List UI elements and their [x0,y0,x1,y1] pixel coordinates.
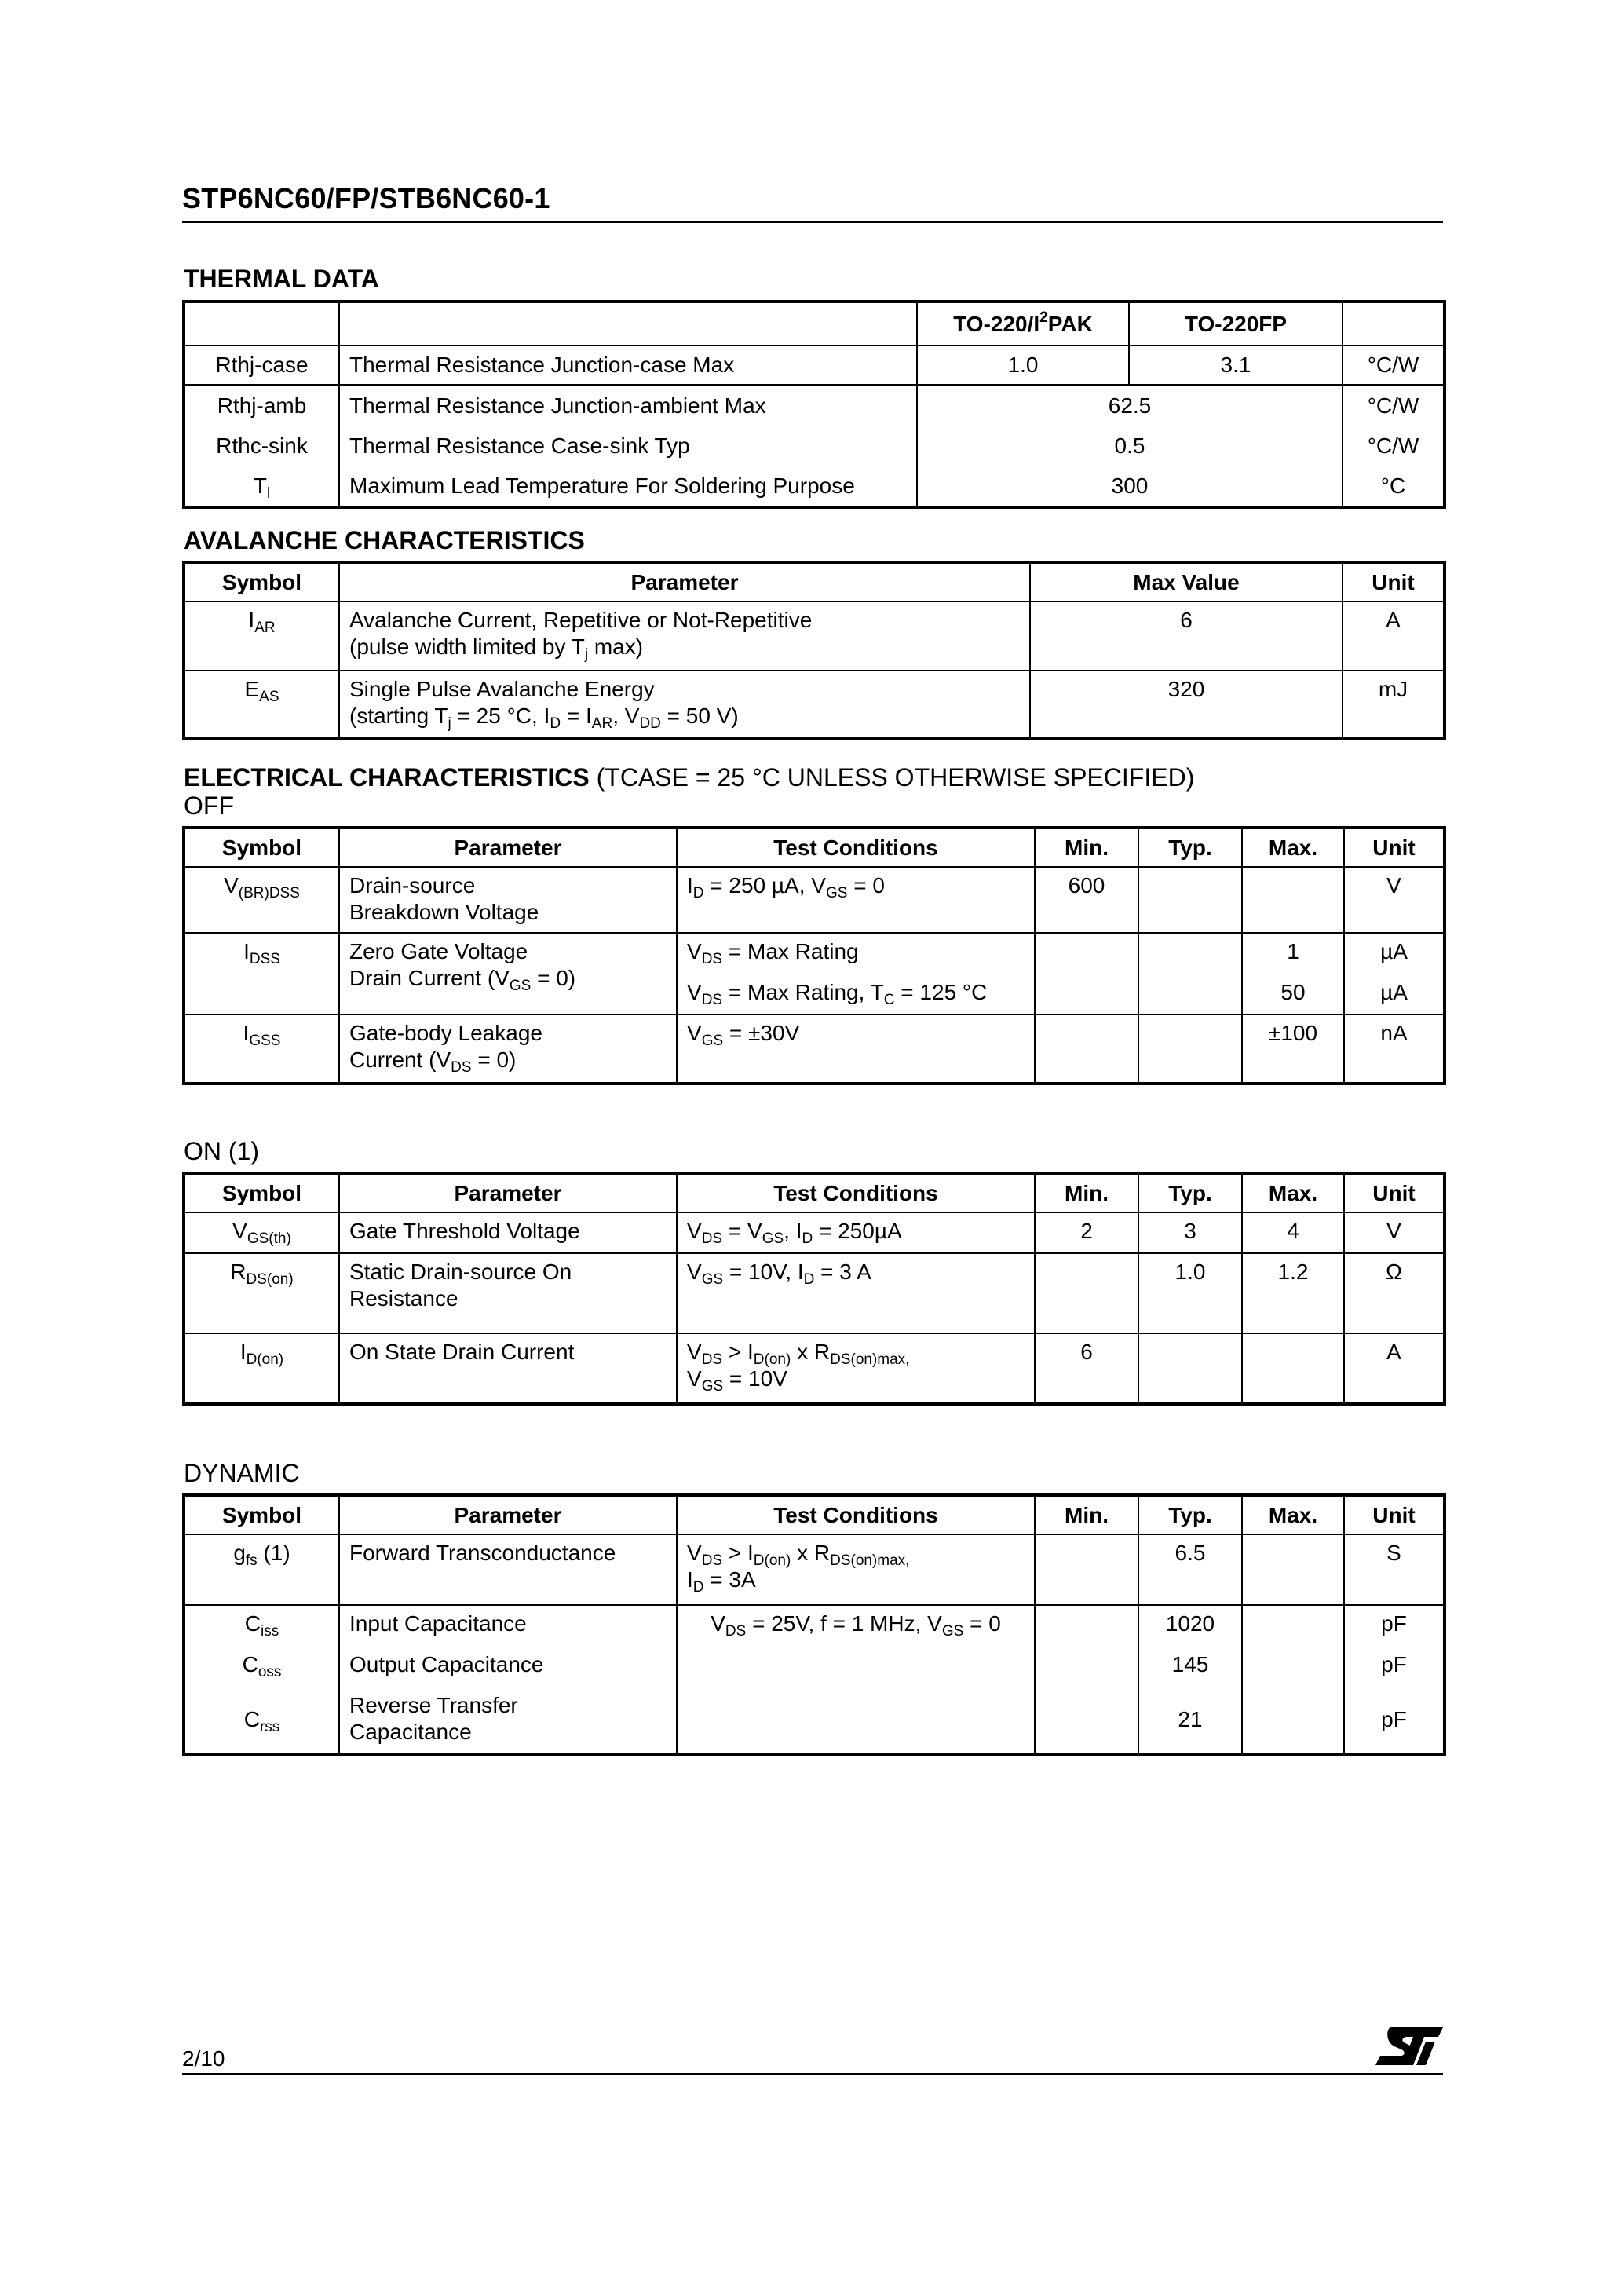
unit-cell [1343,385,1445,507]
symbol-cell: $I_{GSS}$ [184,1015,339,1084]
st-logo-icon [1375,2026,1443,2067]
table-row [184,867,1445,933]
dynamic-table [182,1493,1446,1756]
max-cell: 4 [1242,1212,1344,1253]
value-text: 0.5 [1114,433,1145,458]
test-cell: $V_{DS} = 25V$, f = 1 MHz, $V_{GS} = 0$ [677,1605,1035,1754]
param-cell [339,601,1030,671]
page-header-title: STP6NC60/FP/STB6NC60-1 [182,182,550,214]
table-row [184,1333,1445,1404]
header-rule [182,221,1443,223]
table-row-group [184,1605,1445,1754]
typ-cell [1138,1333,1242,1404]
header-parameter: Parameter [339,1173,677,1212]
value-cell: 3.1 [1129,345,1343,385]
typ-cell [1138,933,1242,1015]
table-header-row [184,302,1445,345]
header-test-conditions: Test Conditions [677,1173,1035,1212]
symbol-cell: $I_{D(on)}$ [184,1333,339,1404]
value-text: 62.5 [1108,393,1152,418]
test-cell: $V_{DS}$ = Max Rating $V_{DS}$ = Max Rating, $T_C = 125$ °C [677,933,1035,1015]
header-parameter: Parameter [339,562,1030,601]
symbol-text: Rthc-sink [216,433,308,458]
symbol-cell: $I_{DSS}$ [184,933,339,1015]
param-cell: Thermal Resistance Junction-case Max [339,345,917,385]
header-max: Max. [1242,1495,1344,1534]
header-test-conditions: Test Conditions [677,1495,1035,1534]
on-title: ON (1) [184,1137,259,1165]
min-cell: 6 [1035,1333,1138,1404]
param-cell: Gate-body Leakage Current $(V_{DS} = 0)$ [339,1015,677,1084]
header-parameter: Parameter [339,1495,677,1534]
header-typ: Typ. [1138,828,1242,867]
typ-cell: 1020 145 21 [1138,1605,1242,1754]
header-unit: Unit [1344,1495,1445,1534]
electrical-title: ELECTRICAL CHARACTERISTICS (TCASE = 25 °C UNLESS OTHERWISE SPECIFIED) [184,763,1195,792]
param-text: Thermal Resistance Case-sink Typ [349,433,690,458]
min-cell [1035,1534,1138,1605]
table-row [184,671,1445,738]
min-cell: 600 [1035,867,1138,933]
header-typ: Typ. [1138,1173,1242,1212]
param-cell: Gate Threshold Voltage [339,1212,677,1253]
unit-cell: V [1344,1212,1445,1253]
max-cell [1242,1333,1344,1404]
symbol-cell [184,385,339,507]
typ-cell: 1.0 [1138,1253,1242,1333]
symbol-text: Rthj-amb [217,393,307,418]
min-cell [1035,1015,1138,1084]
unit-text: °C [1380,473,1406,498]
header-max-value: Max Value [1030,562,1343,601]
value-text: 300 [1111,473,1149,498]
test-cell: $V_{DS} = V_{GS}$, $I_D = 250\mu A$ [677,1212,1035,1253]
typ-cell [1138,1015,1242,1084]
unit-text: °C/W [1367,433,1419,458]
header-unit: Unit [1344,1173,1445,1212]
avalanche-title: AVALANCHE CHARACTERISTICS [184,526,585,554]
header-symbol: Symbol [184,828,339,867]
max-cell [1242,1534,1344,1605]
param-line: (pulse width limited by $T_j$ max) [349,634,644,663]
unit-cell: S [1344,1534,1445,1605]
test-cell: $V_{DS} > I_{D(on)}$ x $R_{DS(on)max,}$ $I_D = 3A$ [677,1534,1035,1605]
symbol-cell: Rthj-case [184,345,339,385]
param-cell [339,671,1030,738]
max-cell: ±100 [1242,1015,1344,1084]
header-cell-empty [1343,302,1445,345]
test-cell: $V_{GS} = \pm 30V$ [677,1015,1035,1084]
param-cell: Zero Gate Voltage Drain Current $(V_{GS} = 0)$ [339,933,677,1015]
unit-cell: °C/W [1343,345,1445,385]
test-cell: $V_{DS} > I_{D(on)}$ x $R_{DS(on)max,}$ $V_{GS} = 10V$ [677,1333,1035,1404]
header-symbol: Symbol [184,1495,339,1534]
test-cell: $V_{GS} = 10V$, $I_D = 3$ A [677,1253,1035,1333]
header-max: Max. [1242,1173,1344,1212]
unit-cell: nA [1344,1015,1445,1084]
header-cell-empty [339,302,917,345]
dynamic-title: DYNAMIC [184,1459,300,1487]
header-min: Min. [1035,1495,1138,1534]
param-text: Thermal Resistance Junction-ambient Max [349,393,766,418]
min-cell [1035,1605,1138,1754]
param-line: Avalanche Current, Repetitive or Not-Repetitive [349,608,813,632]
param-cell: Forward Transconductance [339,1534,677,1605]
unit-text: °C/W [1367,393,1419,418]
max-cell: 1.2 [1242,1253,1344,1333]
unit-cell: A [1343,601,1445,671]
value-cell [917,385,1343,507]
unit-cell: V [1344,867,1445,933]
header-min: Min. [1035,1173,1138,1212]
table-header-row [184,562,1445,601]
table-row [184,1212,1445,1253]
header-typ: Typ. [1138,1495,1242,1534]
min-cell [1035,933,1138,1015]
footer-rule [182,2073,1443,2075]
value-cell: 320 [1030,671,1343,738]
on-table [182,1172,1446,1406]
table-row [184,1534,1445,1605]
header-cell-empty [184,302,339,345]
page-number: 2/10 [182,2046,225,2071]
param-cell: Drain-source Breakdown Voltage [339,867,677,933]
avalanche-table [182,561,1446,740]
symbol-cell: $R_{DS(on)}$ [184,1253,339,1333]
header-symbol: Symbol [184,1173,339,1212]
table-row [184,1015,1445,1084]
table-row [184,1253,1445,1333]
min-cell: 2 [1035,1212,1138,1253]
max-cell [1242,1605,1344,1754]
header-symbol: Symbol [184,562,339,601]
typ-cell: 6.5 [1138,1534,1242,1605]
value-cell: 1.0 [917,345,1129,385]
min-cell [1035,1253,1138,1333]
symbol-cell: $g_{fs}$ (1) [184,1534,339,1605]
unit-cell: µA µA [1344,933,1445,1015]
param-text: Maximum Lead Temperature For Soldering Purpose [349,473,855,498]
param-cell: Static Drain-source On Resistance [339,1253,677,1333]
table-row [184,345,1445,385]
table-row [184,601,1445,671]
symbol-cell: $C_{iss}$ $C_{oss}$ $C_{rss}$ [184,1605,339,1754]
header-unit: Unit [1344,828,1445,867]
symbol-cell: $V_{GS(th)}$ [184,1212,339,1253]
header-to220fp: TO-220FP [1129,302,1343,345]
thermal-data-title: THERMAL DATA [184,265,379,293]
table-header-row [184,1495,1445,1534]
header-max: Max. [1242,828,1344,867]
param-line: (starting $T_j = 25$ °C, $I_D = I_{AR}$, $V_{DD} = 50$ V) [349,704,739,732]
header-unit: Unit [1343,562,1445,601]
header-to220: $TO-220/I^2PAK$ [917,302,1129,345]
test-cell: $I_D = 250$ µA, $V_{GS} = 0$ [677,867,1035,933]
thermal-data-table [182,300,1446,509]
param-cell: On State Drain Current [339,1333,677,1404]
table-header-row [184,1173,1445,1212]
header-parameter: Parameter [339,828,677,867]
unit-cell: Ω [1344,1253,1445,1333]
header-min: Min. [1035,828,1138,867]
off-title: OFF [184,792,234,820]
table-row [184,933,1445,1015]
unit-cell: A [1344,1333,1445,1404]
table-row-group [184,385,1445,507]
max-cell [1242,867,1344,933]
param-line: Single Pulse Avalanche Energy [349,677,655,701]
symbol-cell: $V_{(BR)DSS}$ [184,867,339,933]
header-test-conditions: Test Conditions [677,828,1035,867]
off-table [182,826,1446,1085]
table-header-row [184,828,1445,867]
unit-cell: pF pF pF [1344,1605,1445,1754]
typ-cell [1138,867,1242,933]
typ-cell: 3 [1138,1212,1242,1253]
param-cell: Input Capacitance Output Capacitance Reverse Transfer Capacitance [339,1605,677,1754]
value-cell: 6 [1030,601,1343,671]
param-cell [339,385,917,507]
symbol-text: $T_l$ [253,473,271,502]
symbol-cell: $E_{AS}$ [184,671,339,738]
symbol-cell: $I_{AR}$ [184,601,339,671]
max-cell: 1 50 [1242,933,1344,1015]
unit-cell: mJ [1343,671,1445,738]
